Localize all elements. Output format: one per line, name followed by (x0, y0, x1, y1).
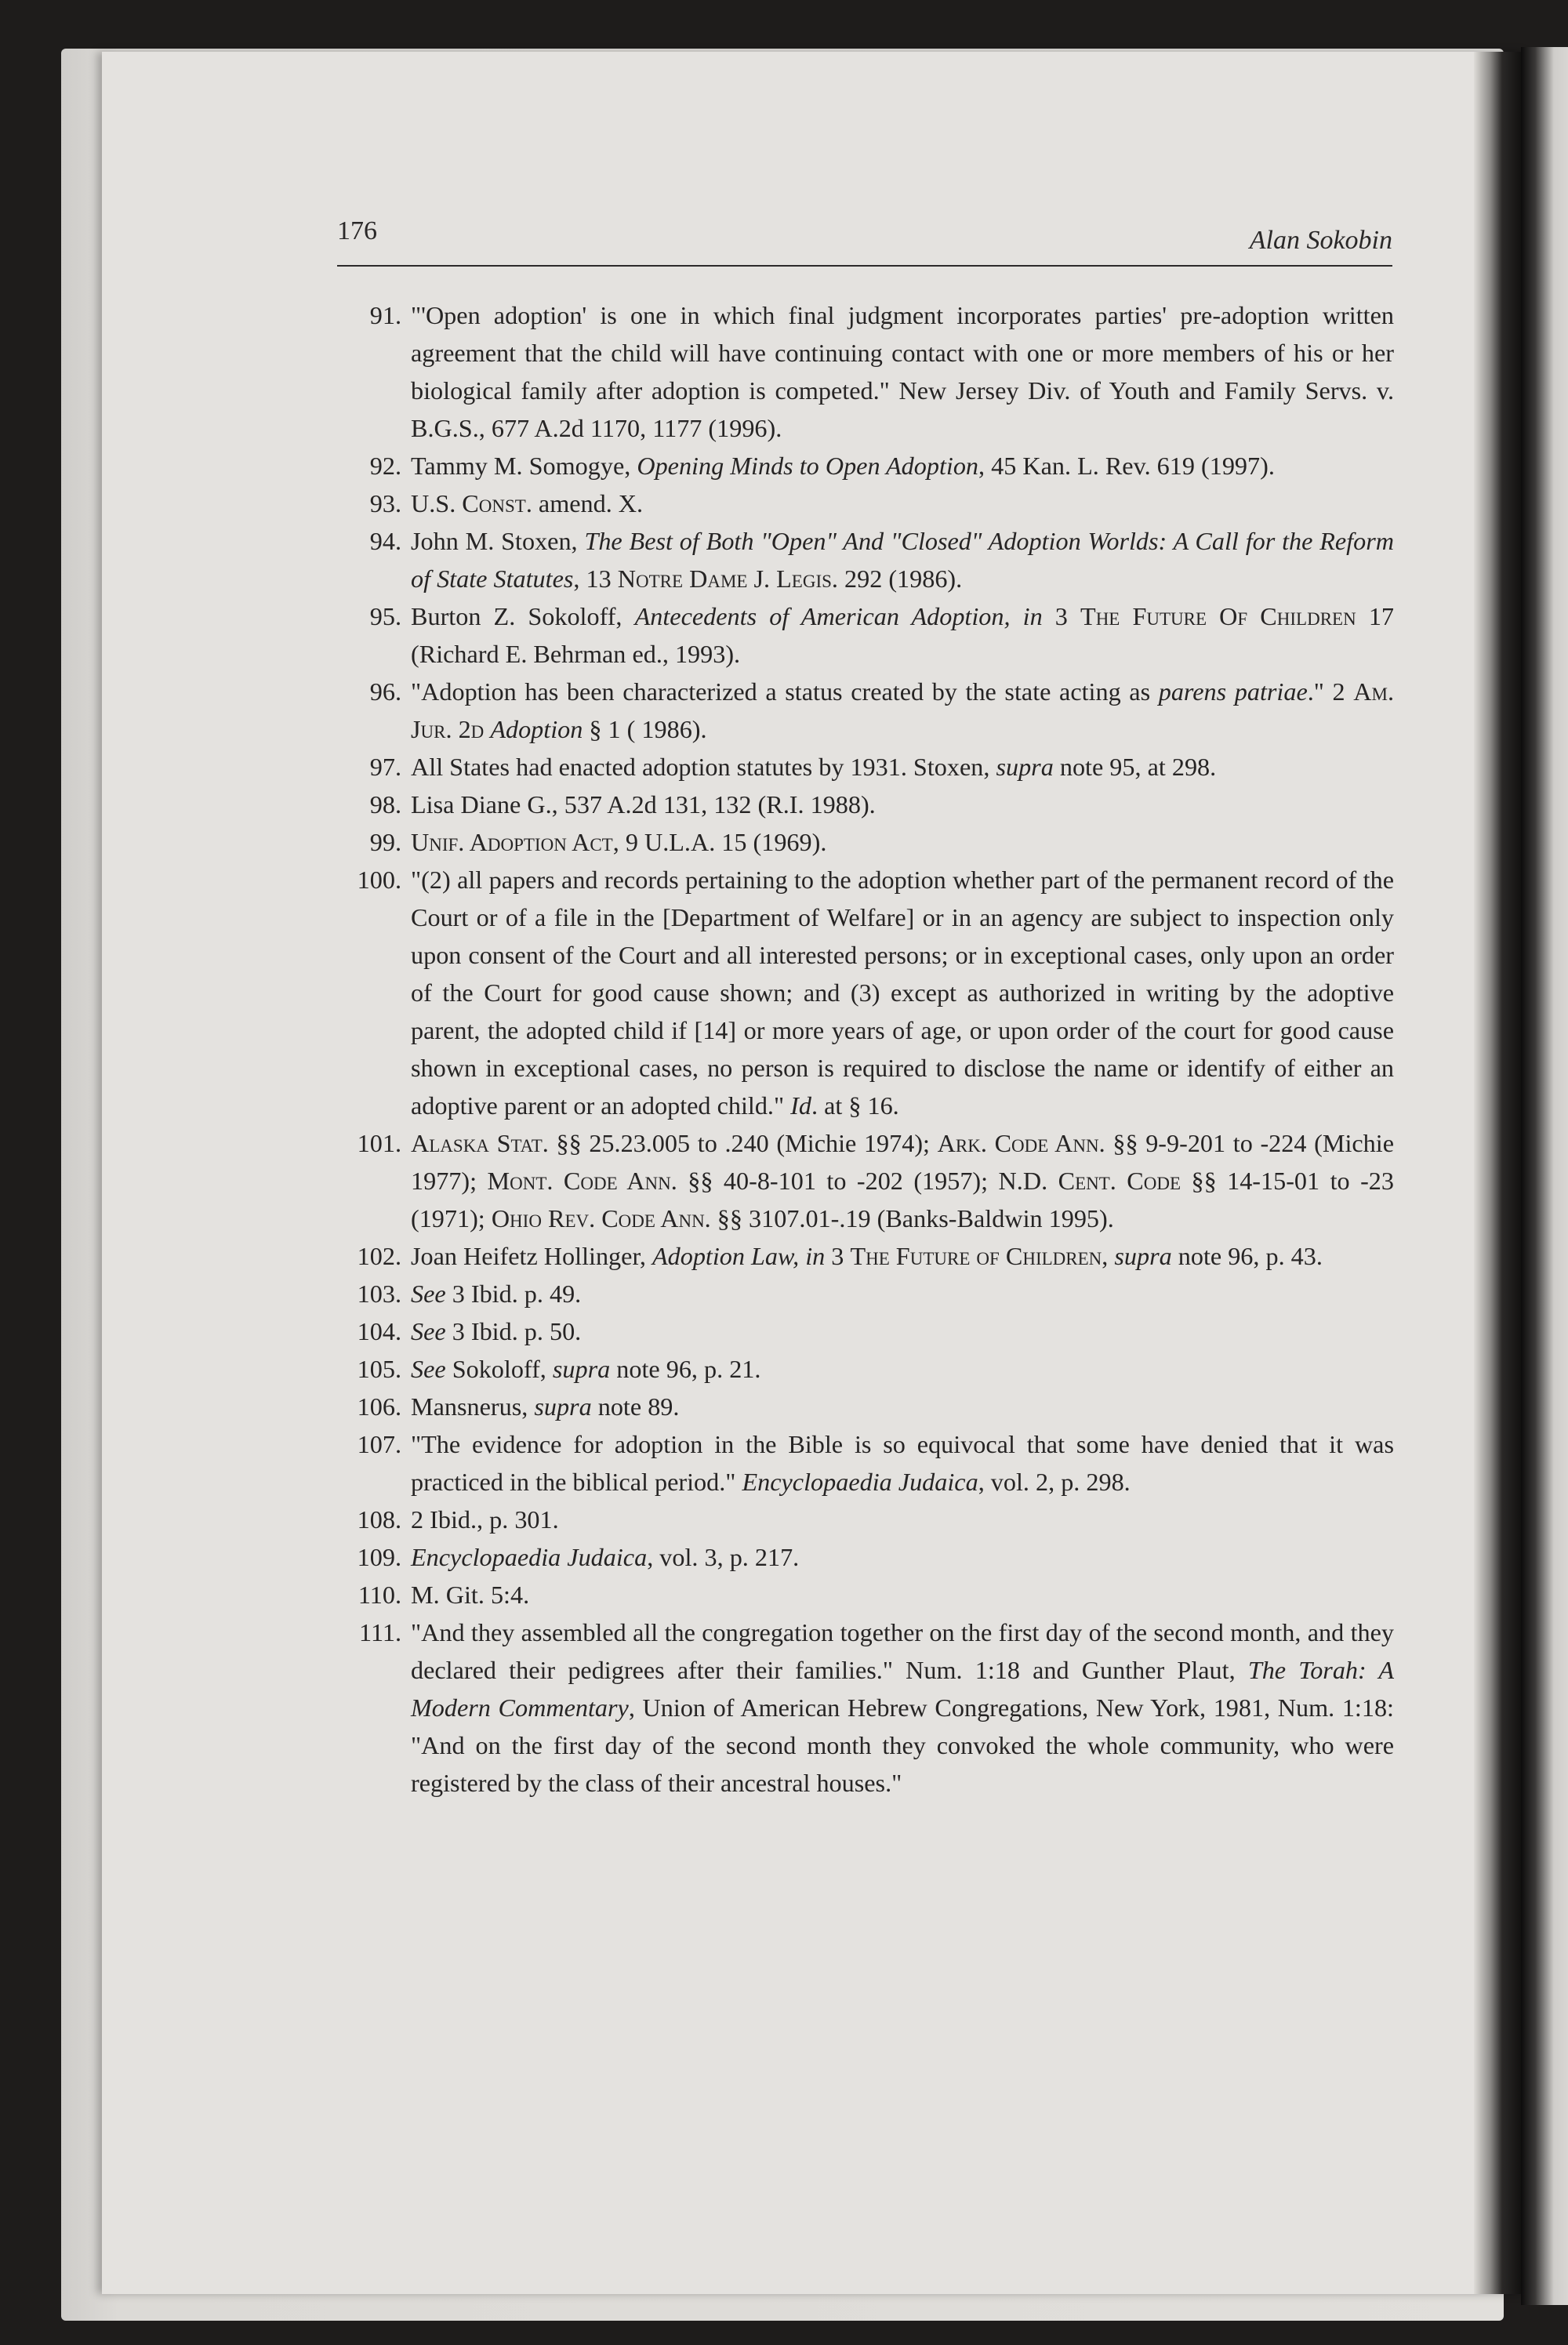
endnote-number: 92. (369, 452, 401, 480)
endnote-100 (326, 861, 1394, 1124)
endnote-text: "'Open adoption' is one in which final judgment incorporates parties' pre-adoption written agreement that the child will have continuing contact with one or more members of his or her biological family after adoption is competed." New Jersey Div. of Youth and Family Servs. v. B.G.S., 677 A.2d 1170, 1177 (1996). (411, 301, 1394, 442)
endnote-text: "Adoption has been characterized a status created by the state acting as parens patriae." 2 Am. Jur. 2d Adoption § 1 ( 1986). (411, 677, 1394, 743)
endnote-number: 104. (357, 1317, 401, 1345)
endnote-number: 106. (357, 1392, 401, 1421)
endnote-number: 96. (369, 677, 401, 706)
endnote-106 (326, 1388, 1394, 1425)
endnote-text: U.S. Const. amend. X. (411, 489, 644, 517)
endnote-text: Encyclopaedia Judaica, vol. 3, p. 217. (411, 1543, 800, 1571)
endnote-102 (326, 1237, 1394, 1275)
endnote-110 (326, 1576, 1394, 1614)
endnote-111 (326, 1614, 1394, 1802)
endnote-number: 107. (357, 1430, 401, 1458)
endnote-99 (326, 823, 1394, 861)
endnote-101 (326, 1124, 1394, 1237)
endnote-107 (326, 1425, 1394, 1501)
endnote-text: Mansnerus, supra note 89. (411, 1392, 680, 1421)
endnote-92 (326, 447, 1394, 485)
endnote-number: 91. (369, 301, 401, 329)
endnote-103 (326, 1275, 1394, 1312)
endnote-number: 95. (369, 602, 401, 630)
endnote-text: M. Git. 5:4. (411, 1581, 530, 1609)
endnote-text: "(2) all papers and records pertaining to the adoption whether part of the permanent record of the Court or of a file in the [Department of Welfare] or in an agency are subject to inspection only upon consent of the Court and all interested persons; or in exceptional cases, only upon an order of the Court for good cause shown; and (3) except as authorized in writing by the adoptive parent, the adopted child if [14] or more years of age, or upon order of the court for good cause shown in exceptional cases, no person is required to disclose the name or identify of either an adoptive parent or an adopted child." Id. at § 16. (411, 866, 1394, 1120)
endnote-93 (326, 485, 1394, 522)
endnote-95 (326, 597, 1394, 673)
endnote-number: 105. (357, 1355, 401, 1383)
book-gutter (1474, 52, 1521, 2294)
endnote-text: "And they assembled all the congregation together on the first day of the second month, and they declared their pedigrees after their families." Num. 1:18 and Gunther Plaut, The Torah: A Modern Commentary, Union of American Hebrew Congregations, New York, 1981, Num. 1:18: "And on the first day of the second month they convoked the whole community, who were registered by the class of their ancestral houses." (411, 1618, 1395, 1797)
endnote-text: See 3 Ibid. p. 49. (411, 1280, 582, 1308)
running-head (337, 210, 1392, 267)
page-number: 176 (337, 216, 377, 245)
endnote-number: 102. (357, 1242, 401, 1270)
endnote-number: 108. (357, 1505, 401, 1534)
endnote-text: Alaska Stat. §§ 25.23.005 to .240 (Michie 1974); Ark. Code Ann. §§ 9-9-201 to -224 (Michie 1977); Mont. Code Ann. §§ 40-8-101 to -202 (1957); N.D. Cent. Code §§ 14-15-01 to -23 (1971); Ohio Rev. Code Ann. §§ 3107.01-.19 (Banks-Baldwin 1995). (411, 1129, 1394, 1232)
endnote-109 (326, 1538, 1394, 1576)
endnote-text: John M. Stoxen, The Best of Both "Open" And "Closed" Adoption Worlds: A Call for the Reform of State Statutes, 13 Notre Dame J. Legis. 292 (1986). (411, 527, 1394, 593)
endnote-number: 97. (369, 753, 401, 781)
endnote-number: 99. (369, 828, 401, 856)
endnote-text: See Sokoloff, supra note 96, p. 21. (411, 1355, 761, 1383)
endnote-number: 94. (369, 527, 401, 555)
endnote-97 (326, 748, 1394, 786)
endnotes-list (326, 296, 1394, 1802)
endnote-98 (326, 786, 1394, 823)
running-head-author: Alan Sokobin (1249, 226, 1392, 255)
endnote-number: 109. (357, 1543, 401, 1571)
endnote-number: 93. (369, 489, 401, 517)
endnote-text: See 3 Ibid. p. 50. (411, 1317, 582, 1345)
endnote-number: 101. (357, 1129, 401, 1157)
endnote-number: 98. (369, 790, 401, 819)
endnote-text: Joan Heifetz Hollinger, Adoption Law, in 3 The Future of Children, supra note 96, p. 43. (411, 1242, 1323, 1270)
endnote-96 (326, 673, 1394, 748)
endnote-94 (326, 522, 1394, 597)
endnote-text: Burton Z. Sokoloff, Antecedents of American Adoption, in 3 The Future Of Children 17 (Richard E. Behrman ed., 1993). (411, 602, 1395, 668)
endnote-text: "The evidence for adoption in the Bible is so equivocal that some have denied that it was practiced in the biblical period." Encyclopaedia Judaica, vol. 2, p. 298. (411, 1430, 1394, 1496)
facing-page-edge (1521, 47, 1568, 2305)
endnote-104 (326, 1312, 1394, 1350)
endnote-text: Lisa Diane G., 537 A.2d 131, 132 (R.I. 1988). (411, 790, 876, 819)
endnote-105 (326, 1350, 1394, 1388)
endnote-number: 111. (359, 1618, 401, 1646)
endnote-91 (326, 296, 1394, 447)
endnote-number: 110. (358, 1581, 401, 1609)
endnote-text: All States had enacted adoption statutes by 1931. Stoxen, supra note 95, at 298. (411, 753, 1217, 781)
endnote-108 (326, 1501, 1394, 1538)
endnote-number: 100. (357, 866, 401, 894)
endnote-text: Tammy M. Somogye, Opening Minds to Open Adoption, 45 Kan. L. Rev. 619 (1997). (411, 452, 1275, 480)
endnote-text: Unif. Adoption Act, 9 U.L.A. 15 (1969). (411, 828, 827, 856)
endnote-text: 2 Ibid., p. 301. (411, 1505, 559, 1534)
endnote-number: 103. (357, 1280, 401, 1308)
